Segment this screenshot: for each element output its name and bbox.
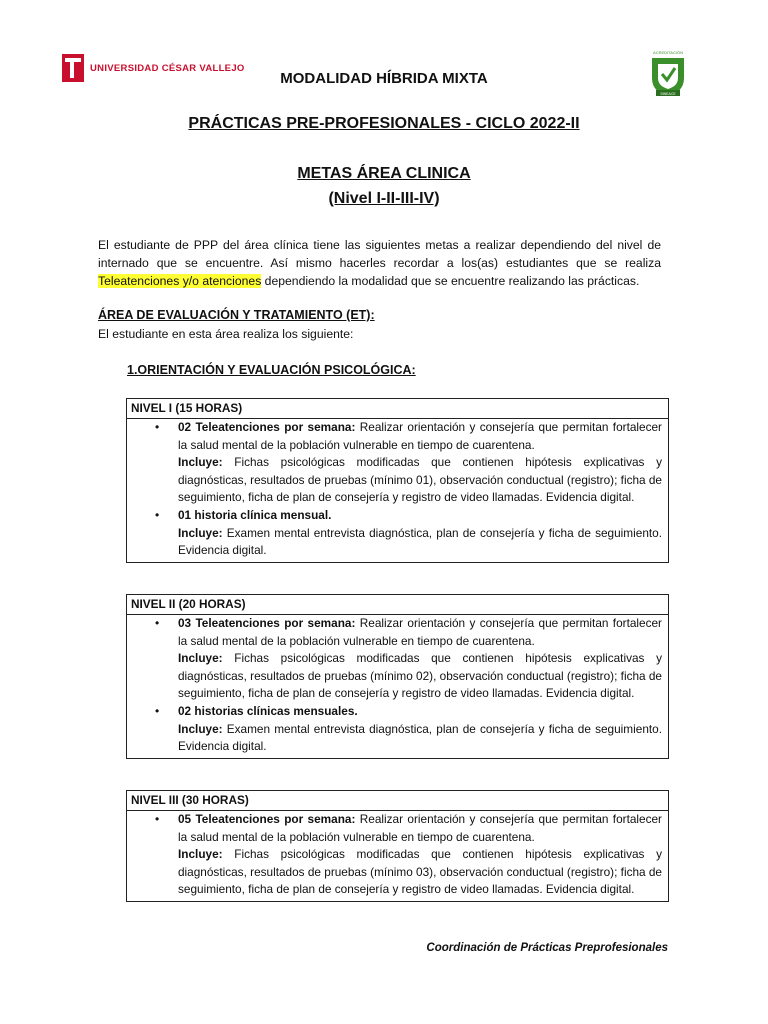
- includes-label: Incluye:: [178, 455, 223, 470]
- includes-text: Examen mental entrevista diagnóstica, plan de consejería y ficha de seguimiento. Evidencia digital.: [178, 721, 662, 754]
- university-name: UNIVERSIDAD CÉSAR VALLEJO: [90, 62, 245, 74]
- svg-text:ACREDITACIÓN: ACREDITACIÓN: [653, 50, 683, 55]
- section-title: 1.ORIENTACIÓN Y EVALUACIÓN PSICOLÓGICA:: [127, 363, 416, 377]
- includes-label: Incluye:: [178, 847, 223, 862]
- item-lead: 02 historias clínicas mensuales.: [178, 703, 358, 718]
- intro-text-1: El estudiante de PPP del área clínica tiene las siguientes metas a realizar dependiendo del nivel de internado que se encuentre. Así mismo hacerles recordar a los(as) estudiantes que se realiza: [98, 238, 661, 270]
- nivel-title: NIVEL I (15 HORAS): [127, 399, 668, 419]
- list-item: [127, 507, 662, 560]
- footer-text: Coordinación de Prácticas Preprofesionales: [426, 942, 668, 954]
- bullet-icon: •: [155, 812, 160, 826]
- practicas-title: PRÁCTICAS PRE-PROFESIONALES - CICLO 2022-II: [188, 115, 580, 132]
- metas-title: METAS ÁREA CLINICA: [297, 165, 471, 182]
- intro-highlight: Teleatenciones y/o atenciones: [98, 274, 262, 288]
- includes-label: Incluye:: [178, 721, 223, 736]
- includes-text: Fichas psicológicas modificadas que contienen hipótesis explicativas y diagnósticas, resultados de pruebas (mínimo 02), observación conductual (registro); ficha de seguimiento, ficha de plan de consejería y registro de video llamadas. Evidencia digital.: [178, 651, 662, 701]
- list-item: [127, 811, 662, 899]
- bullet-icon: •: [155, 616, 160, 630]
- bullet-icon: •: [155, 507, 160, 522]
- includes-label: Incluye:: [178, 651, 223, 666]
- item-text: Realizar orientación y consejería que permitan fortalecer la salud mental de la población vulnerable en tiempo de cuarentena.: [178, 812, 662, 844]
- intro-paragraph: [98, 236, 661, 290]
- area-subtitle: El estudiante en esta área realiza los siguiente:: [98, 327, 354, 341]
- includes-label: Incluye:: [178, 525, 223, 540]
- list-item: [127, 615, 662, 703]
- item-lead: 01 historia clínica mensual.: [178, 507, 332, 522]
- list-item: [127, 419, 662, 507]
- bullet-icon: •: [155, 703, 160, 718]
- intro-text-2: dependiendo la modalidad que se encuentre realizando las prácticas.: [261, 274, 640, 288]
- item-lead: 03 Teleatenciones por semana:: [178, 616, 356, 630]
- modalidad-heading: MODALIDAD HÍBRIDA MIXTA: [280, 70, 488, 87]
- includes-text: Fichas psicológicas modificadas que contienen hipótesis explicativas y diagnósticas, resultados de pruebas (mínimo 03), observación conductual (registro); ficha de seguimiento, ficha de plan de consejería y registro de video llamadas. Evidencia digital.: [178, 847, 662, 897]
- nivel-title: NIVEL III (30 HORAS): [127, 791, 668, 811]
- nivel-box: [126, 594, 669, 759]
- item-text: Realizar orientación y consejería que permitan fortalecer la salud mental de la población vulnerable en tiempo de cuarentena.: [178, 616, 662, 648]
- niveles-subtitle: (Nivel I-II-III-IV): [328, 190, 440, 207]
- nivel-box: [126, 398, 669, 563]
- area-title: ÁREA DE EVALUACIÓN Y TRATAMIENTO (ET):: [98, 308, 375, 322]
- item-lead: 02 Teleatenciones por semana:: [178, 420, 356, 434]
- list-item: [127, 703, 662, 756]
- nivel-box: [126, 790, 669, 902]
- bullet-icon: •: [155, 420, 160, 434]
- item-lead: 05 Teleatenciones por semana:: [178, 812, 356, 826]
- svg-text:SINEACE: SINEACE: [660, 92, 676, 96]
- includes-text: Examen mental entrevista diagnóstica, plan de consejería y ficha de seguimiento. Evidencia digital.: [178, 525, 662, 558]
- nivel-title: NIVEL II (20 HORAS): [127, 595, 668, 615]
- includes-text: Fichas psicológicas modificadas que contienen hipótesis explicativas y diagnósticas, resultados de pruebas (mínimo 01), observación conductual (registro); ficha de seguimiento, ficha de plan de consejería y registro de video llamadas. Evidencia digital.: [178, 455, 662, 505]
- item-text: Realizar orientación y consejería que permitan fortalecer la salud mental de la población vulnerable en tiempo de cuarentena.: [178, 420, 662, 452]
